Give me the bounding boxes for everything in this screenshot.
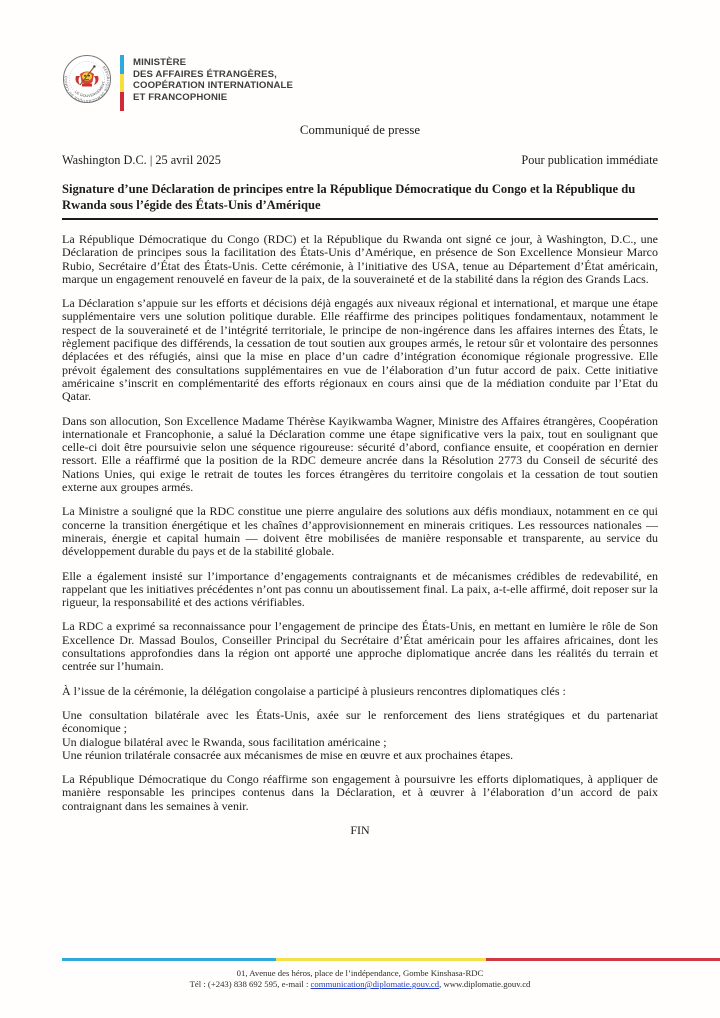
rule-red-segment [486, 958, 720, 961]
paragraph: À l’issue de la cérémonie, la délégation congolaise a participé à plusieurs rencontres diplomatiques clés : [62, 683, 566, 698]
paragraph: La Déclaration s’appuie sur les efforts et décisions déjà engagés aux niveaux régional et international, et marque une étape supplémentaire vers une solution politique durable. Elle réaffirme des principes politiques fondamentaux, notamment le respect de la souveraineté et de l’intégrité territoriale, le principe de non-ingérence dans les affaires internes des États, le règlement pacifique des différends, la cessation de tout soutien aux groupes armés, le retour sûr et volontaire des personnes déplacées et des réfugiés, ainsi que la mise en place d’un cadre d’intégration économique régionale progressive. Elle prévoit également des consultations supplémentaires en vue de l’élaboration d’un futur accord de paix. Cette initiative américaine s’inscrit en complémentarité des efforts régionaux en cours ainsi que de la médiation conduite par l’Etat du Qatar. [62, 296, 658, 404]
footer-contact-suffix: , www.diplomatie.gouv.cd [439, 979, 531, 989]
list-item: Une réunion trilatérale consacrée aux mécanismes de mise en œuvre et aux prochaines étapes. [62, 747, 514, 762]
flag-red-segment [120, 92, 124, 111]
svg-text:LE GOUVERNEMENT: LE GOUVERNEMENT [74, 80, 106, 99]
closing-paragraph: La République Démocratique du Congo réaffirme son engagement à poursuivre les efforts diplomatiques, à appliquer de manière responsable les principes contenus dans la Déclaration, et à œuvrer à l’élaboration d’un accord de paix contraignant dans les semaines à venir. [62, 772, 658, 813]
document-kicker: Communiqué de presse [299, 123, 421, 137]
flag-yellow-segment [120, 74, 124, 93]
footer-contact-prefix: Tél : (+243) 838 692 595, e-mail : [189, 979, 311, 989]
footer-contact-block [0, 958, 720, 990]
meetings-list [62, 709, 658, 762]
end-mark: FIN [350, 822, 370, 837]
document-title: Signature d’une Déclaration de principes entre la République Démocratique du Congo et la République du Rwanda sous l’égide des États-Unis d’Amérique [62, 182, 658, 220]
document-body [62, 233, 658, 837]
paragraph: La République Démocratique du Congo (RDC) et la République du Rwanda ont signé ce jour, à Washington, D.C., une Déclaration de principes sous la facilitation des États-Unis d’Amérique, en présence de Son Excellence Monsieur Marco Rubio, Secrétaire d’État des États-Unis. Cette cérémonie, à l’initiative des USA, tenue au Département d’État américain, marque un engagement renouvelé en faveur de la paix, de la souveraineté et de la stabilité dans la région des Grands Lacs. [62, 232, 658, 286]
footer-address: 01, Avenue des héros, place de l’indépendance, Gombe Kinshasa-RDC [236, 968, 484, 978]
ministry-name [133, 57, 293, 103]
page-footer [0, 958, 720, 990]
footer-contact-line [0, 979, 720, 990]
paragraph: La RDC a exprimé sa reconnaissance pour l’engagement de principe des États-Unis, en mettant en lumière le rôle de Son Excellence Dr. Massad Boulos, Conseiller Principal du Secrétaire d’État américain pour les affaires africaines, dont les consultations approfondies dans la région ont apporté une approche diplomatique ancrée dans les réalités du terrain et centrée sur l’humain. [62, 619, 658, 674]
list-item: Une consultation bilatérale avec les États-Unis, axée sur le renforcement des liens stratégiques et du partenariat économique ; [62, 707, 658, 736]
paragraph: Elle a également insisté sur l’importance d’engagements contraignants et de mécanismes crédibles de redevabilité, en rappelant que les initiatives précédentes n’ont pas connu un aboutissement final. La paix, a-t-elle affirmé, doit reposer sur la rigueur, la responsabilité et des actions vérifiables. [62, 568, 658, 610]
ministry-name-line: ET FRANCOPHONIE [133, 91, 228, 103]
dateline: Washington D.C. | 25 avril 2025 [62, 153, 221, 167]
flag-blue-segment [120, 55, 124, 74]
paragraph: Dans son allocution, Son Excellence Madame Thérèse Kayikwamba Wagner, Ministre des Affaires étrangères, Coopération internationale et Francophonie, a salué la Déclaration comme une étape significative vers la paix, tout en soulignant que celle-ci doit être poursuivie selon une séquence rigoureuse: sécurité d’abord, confiance ensuite, et coopération en dernier ressort. Elle a réaffirmé que la position de la RDC demeure ancrée dans la Résolution 2773 du Conseil de sécurité des Nations Unies, qui exige le retrait de toutes les forces étrangères du territoire congolais et la cessation de tout soutien externe aux groupes armés. [62, 413, 658, 495]
ministry-name-line: DES AFFAIRES ÉTRANGÈRES, [133, 68, 277, 80]
rule-yellow-segment [276, 958, 487, 961]
dateline-row [62, 153, 658, 168]
svg-text:RÉPUBLIQUE DÉMOCRATIQUE DU CON: RÉPUBLIQUE DÉMOCRATIQUE DU CONGO [63, 65, 111, 104]
drc-government-seal-icon [62, 54, 112, 104]
list-item: Un dialogue bilatéral avec le Rwanda, sous facilitation américaine ; [62, 734, 387, 749]
ministry-name-line: COOPÉRATION INTERNATIONALE [133, 80, 294, 91]
rule-blue-segment [62, 958, 276, 961]
flag-color-bar [120, 55, 124, 111]
paragraph: La Ministre a souligné que la RDC constitue une pierre angulaire des solutions aux défis mondiaux, notamment en ce qui concerne la transition énergétique et les chaînes d’approvisionnement en minerais critiques. Les ressources nationales — minerais, énergie et capital humain — doivent être mobilisées de manière responsable et transparente, au service du développement durable du pays et de la stabilité globale. [62, 504, 658, 559]
email-link[interactable]: communication@diplomatie.gouv.cd [310, 979, 440, 989]
ministry-letterhead [62, 0, 658, 111]
release-note: Pour publication immédiate [521, 153, 658, 167]
ministry-name-line: MINISTÈRE [133, 57, 187, 68]
tricolor-rule [62, 958, 720, 961]
